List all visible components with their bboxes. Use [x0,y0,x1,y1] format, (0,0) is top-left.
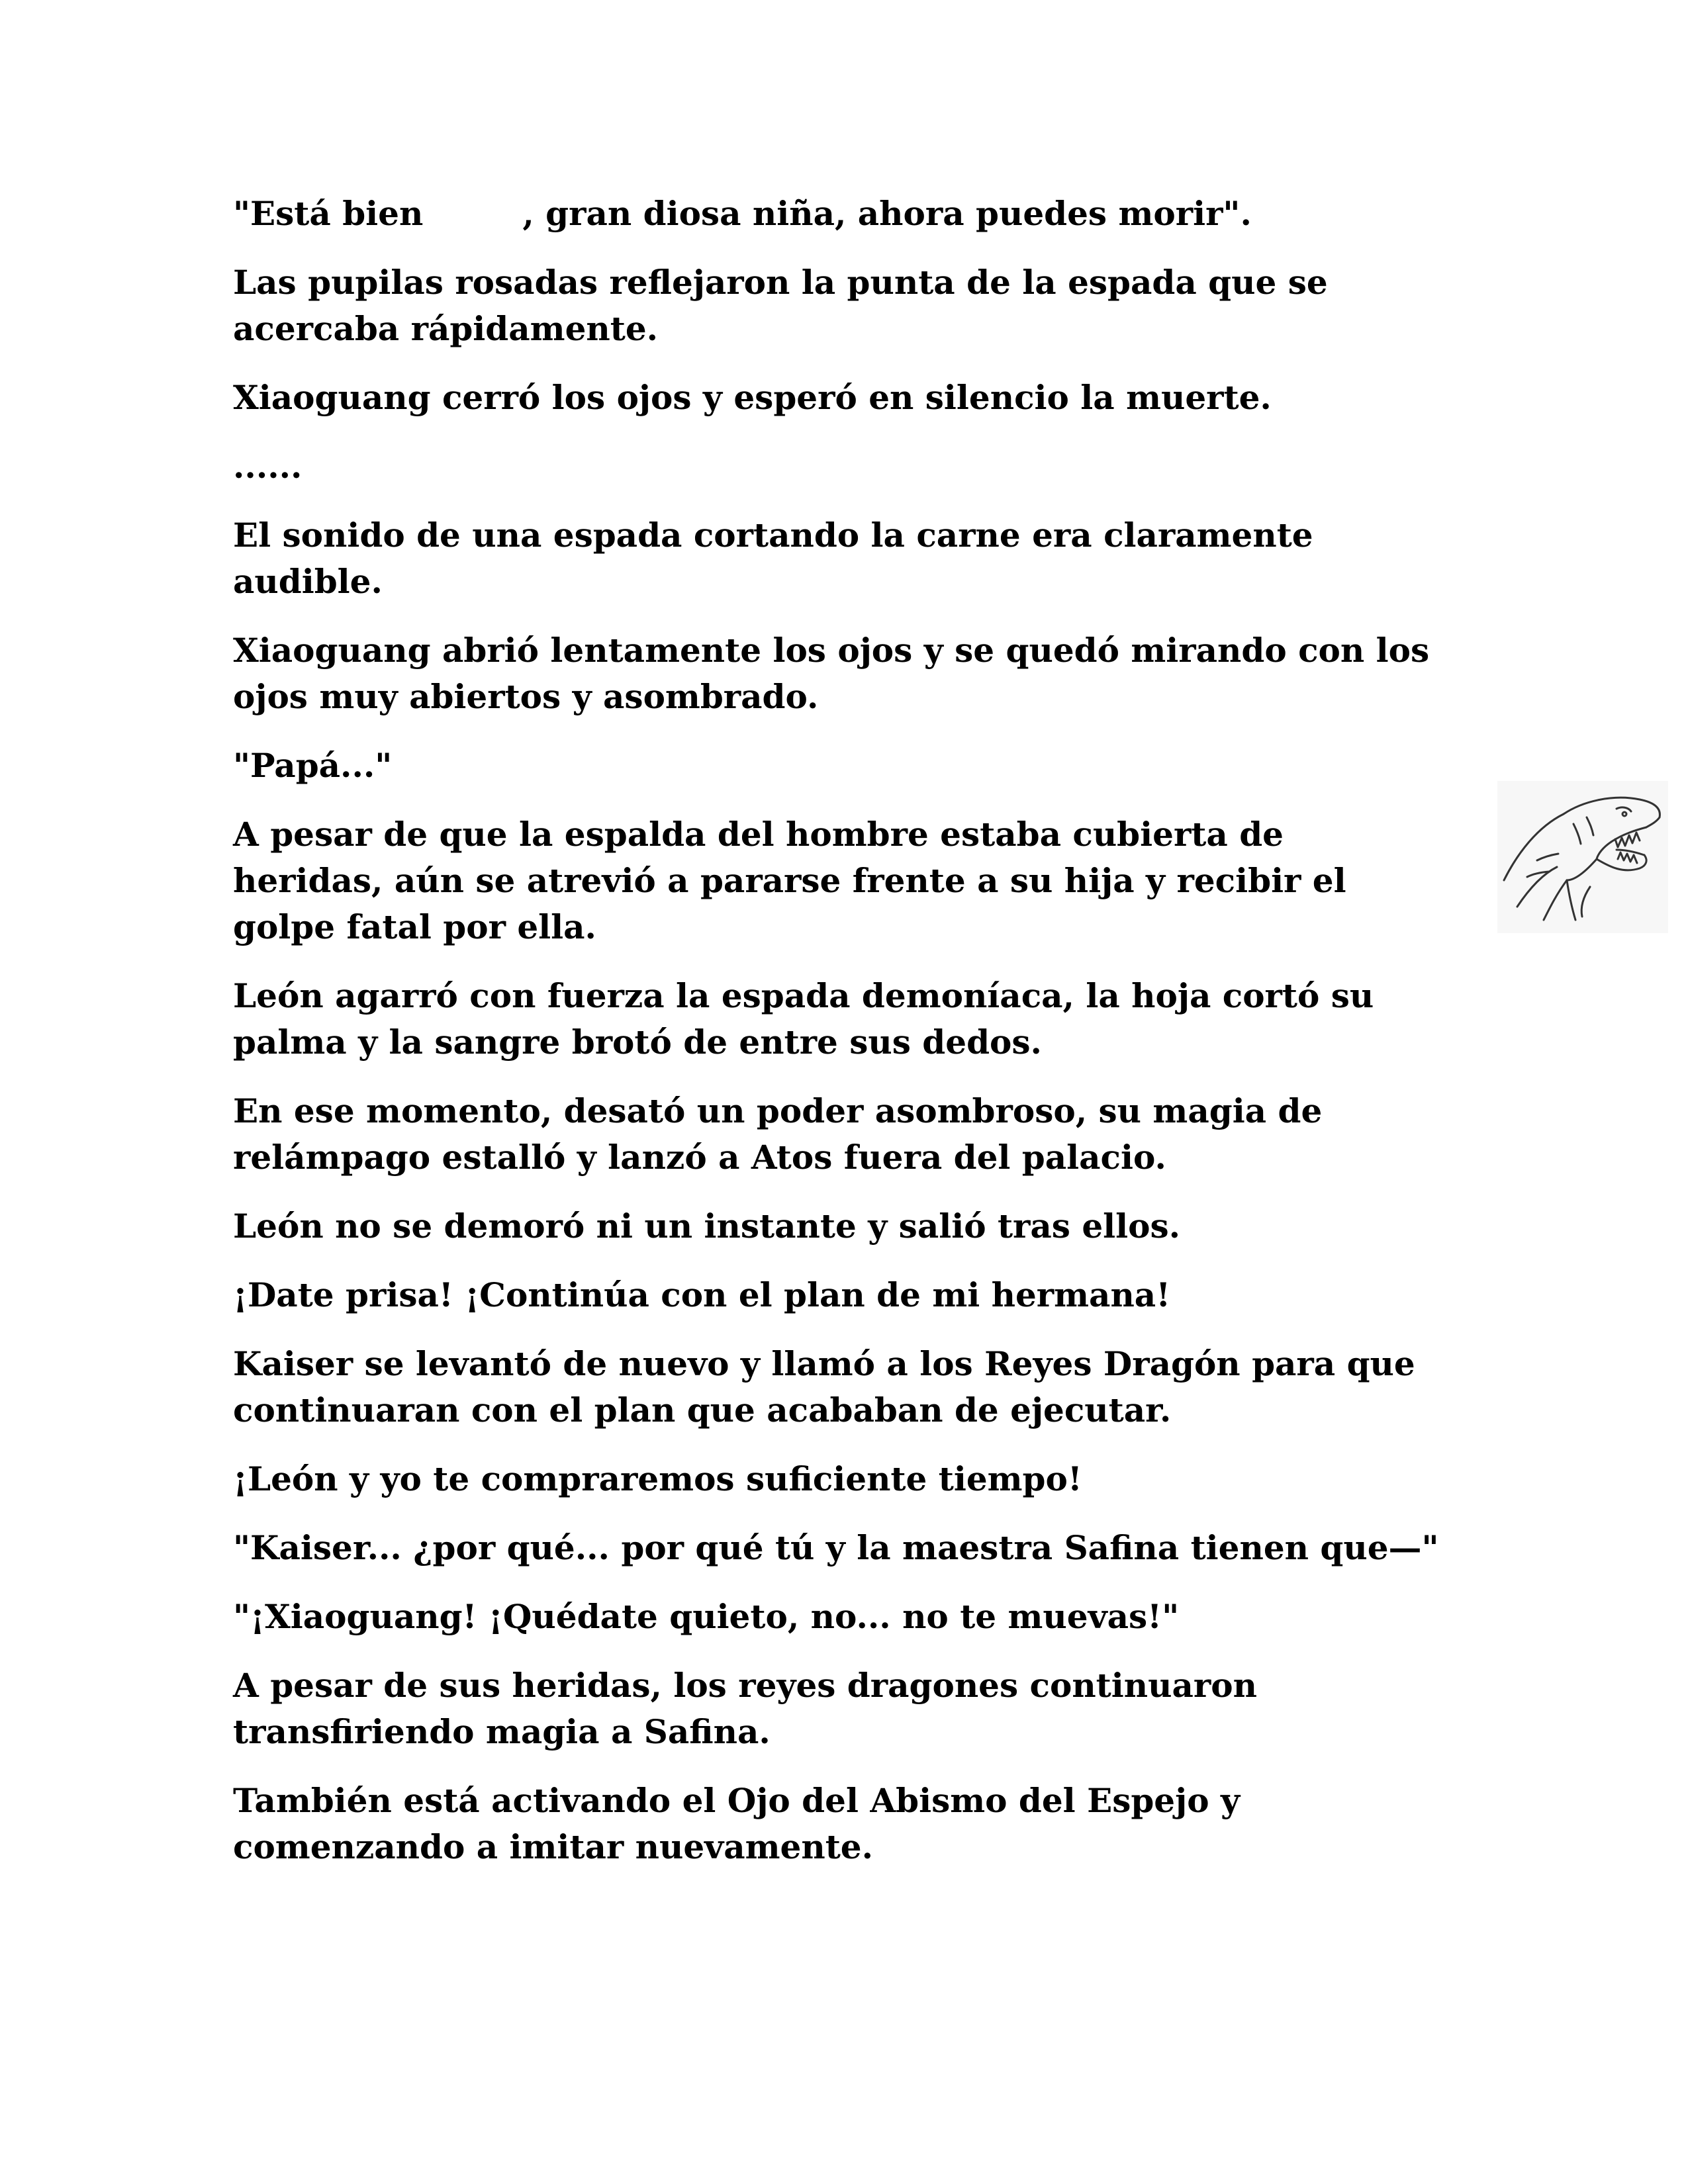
paragraph-1-start: "Está bien [233,194,424,233]
paragraph-18: También está activando el Ojo del Abismo del Espejo y comenzando a imitar nuevamente. [233,1781,1241,1866]
paragraph-16: "¡Xiaoguang! ¡Quédate quieto, no... no te muevas!" [233,1597,1180,1636]
paragraph-2: Las pupilas rosadas reflejaron la punta de la espada que se acercaba rápidamente. [233,263,1328,348]
paragraph-3: Xiaoguang cerró los ojos y esperó en silencio la muerte. [233,378,1272,417]
paragraph-7: "Papá..." [233,746,393,785]
paragraph-15: "Kaiser... ¿por qué... por qué tú y la maestra Safina tienen que—" [233,1528,1439,1567]
document-body [233,191,1444,1893]
paragraph-12: ¡Date prisa! ¡Continúa con el plan de mi hermana! [233,1275,1171,1314]
paragraph-17: A pesar de sus heridas, los reyes dragones continuaron transfiriendo magia a Safina. [233,1666,1257,1751]
paragraph-1 [233,191,1444,237]
paragraph-14: ¡León y yo te compraremos suficiente tiempo! [233,1459,1082,1498]
dinosaur-head-icon [1497,781,1668,933]
paragraph-8: A pesar de que la espalda del hombre estaba cubierta de heridas, aún se atrevió a pararse frente a su hija y recibir el golpe fatal por ella. [233,815,1346,946]
paragraph-11: León no se demoró ni un instante y salió tras ellos. [233,1206,1181,1246]
paragraph-5: El sonido de una espada cortando la carne era claramente audible. [233,516,1313,601]
paragraph-1-end: , gran diosa niña, ahora puedes morir". [522,194,1252,233]
paragraph-6: Xiaoguang abrió lentamente los ojos y se quedó mirando con los ojos muy abiertos y asombrado. [233,631,1430,716]
paragraph-10: En ese momento, desató un poder asombroso, su magia de relámpago estalló y lanzó a Atos fuera del palacio. [233,1091,1323,1177]
paragraph-9: León agarró con fuerza la espada demoníaca, la hoja cortó su palma y la sangre brotó de entre sus dedos. [233,976,1374,1062]
paragraph-13: Kaiser se levantó de nuevo y llamó a los Reyes Dragón para que continuaran con el plan que acababan de ejecutar. [233,1344,1415,1430]
paragraph-ellipsis: ...... [233,447,303,486]
